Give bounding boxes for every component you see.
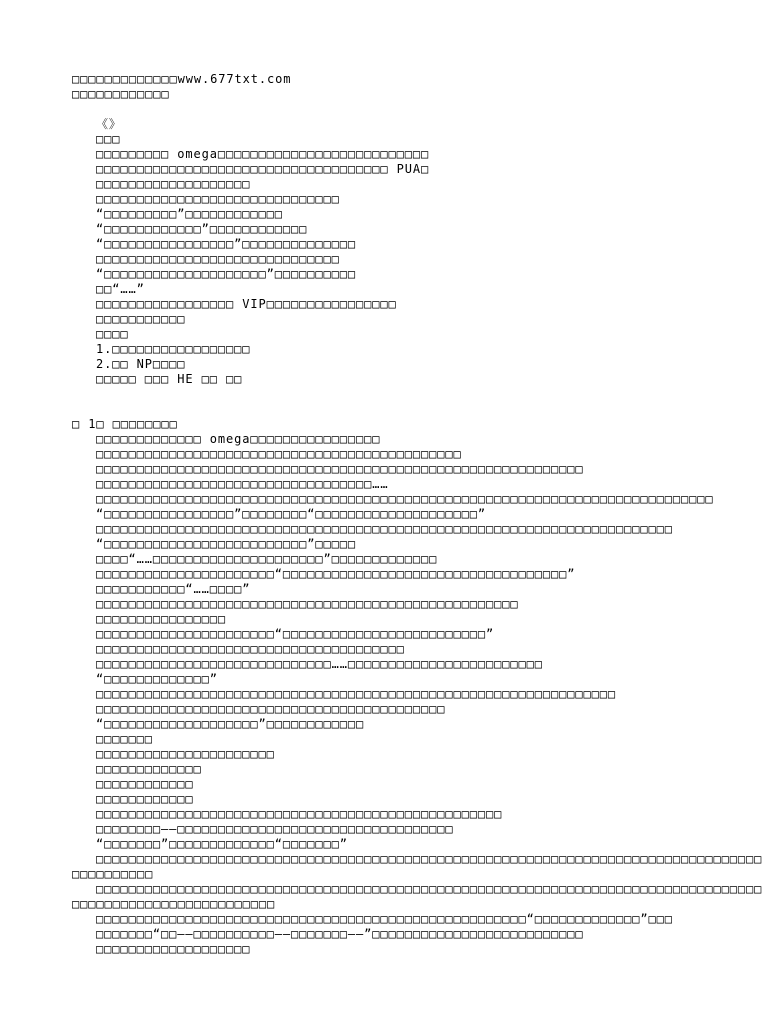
intro-section <box>72 117 712 387</box>
paragraph-line: □□□□□□□□□□□□□□□□□□□□□□“□□□□□□□□□□□□□□□□□□□□□□□□□” <box>96 627 495 641</box>
paragraph-line: □□□□□□□□□□□□□□□□□□□□□□□□□□□□□□□□□□□□□□□□□□□□□□□□□□□□□□□□□□□□□□□□□□□□□□□□□□□□□□□□□□ <box>96 852 763 866</box>
paragraph-line: □□□□□□□□□□□□□□□□□□□□□□□□□□□□□……□□□□□□□□□□□□□□□□□□□□□□□□ <box>96 657 543 671</box>
paragraph-line: □□□□□□□□□□□□□□□□□□□□□□□□□□□□□□□□□□□□□□□□□□□□□□□□□□□□□□□□□□□□□□□□□□□□□□□□□□□□ <box>96 492 714 506</box>
paragraph-line: □□□□□□□□□□□□□ omega□□□□□□□□□□□□□□□□ <box>96 432 381 446</box>
paragraph-line: □□□□“……□□□□□□□□□□□□□□□□□□□□□”□□□□□□□□□□□□□ <box>96 552 438 566</box>
paragraph-line: □□□□□□□□□□□□□□□□□□□□□□□□□□□□□□□□□□□□□□□□□□□□□□□□□□□□ <box>96 597 519 611</box>
intro-line: □□□□□□□□□ omega□□□□□□□□□□□□□□□□□□□□□□□□□□ <box>96 147 430 161</box>
paragraph-line: □□□□□□□□□□□□□□□□□□□□□□ <box>96 747 275 761</box>
chapter-title: □ 1□ □□□□□□□□ <box>72 417 178 431</box>
intro-line: 《》 <box>96 117 122 131</box>
spacer <box>72 102 712 117</box>
header-subline: □□□□□□□□□□□□ <box>72 87 170 101</box>
intro-line: “□□□□□□□□□□□□□□□□□□□□”□□□□□□□□□□ <box>96 267 356 281</box>
paragraph-line: □□□□□□□□□□□□□ <box>96 762 202 776</box>
paragraph-line: □□□□□□□□□□□□□□□□□□□□□□□□□□□□□□□□□□□□□□□□□□□□□□□□□□□□□□□□□□□□□□□□□□□□□□□□□□□□□□□□□□ <box>96 882 763 896</box>
paragraph-line: □□□□□□□□□□ <box>72 867 154 881</box>
paragraph-line: □□□□□□□□□□□□□□□□□□□□□□□□□□□□□□□□□□…… <box>96 477 389 491</box>
intro-line: “□□□□□□□□□□□□□□□□”□□□□□□□□□□□□□□ <box>96 237 356 251</box>
intro-line: □□□□□□□□□□□□□□□□□□□ <box>96 177 251 191</box>
paragraph-line: □□□□□□□□□□□□□□□□□□□□□□□□□□□□□□□□□□□□□□□□□□□□□□□□□□□□□□□□□□□□□□□□ <box>96 687 616 701</box>
paragraph-line: □□□□□□□□□□□□□□□□□□□□□□□□□□□□□□□□□□□□□□□□□□□□□□□□□□□□□□□□□□□□□□□□□□□□□□□ <box>96 522 673 536</box>
paragraph-line: □□□□□□□□□□□□□□□□□□□□□□□□□□□□□□□□□□□□□□□□□□□ <box>96 702 446 716</box>
paragraph-line: □□□□□□□□□□□□□□□□□□□□□□□□□□□□□□□□□□□□□□□□□□□□□□□□□□ <box>96 807 503 821</box>
spacer <box>72 387 712 417</box>
intro-line: □□□□□□□□□□□□□□□□□□□□□□□□□□□□□□□□□□□□ PUA□ <box>96 162 430 176</box>
intro-line: □□□ <box>96 132 121 146</box>
paragraph-line: □□□□□□□□□□□□□□□□□□□ <box>96 942 251 956</box>
paragraph-line: “□□□□□□□”□□□□□□□□□□□□□“□□□□□□□” <box>96 837 348 851</box>
paragraph-line: □□□□□□□□——□□□□□□□□□□□□□□□□□□□□□□□□□□□□□□□□□□ <box>96 822 454 836</box>
intro-line: □□□□□□□□□□□□□□□□□□□□□□□□□□□□□□ <box>96 252 340 266</box>
paragraph-line: □□□□□□□□□□□□□□□□□□□□□□□□□□□□□□□□□□□□□□ <box>96 642 405 656</box>
paragraph-line: “□□□□□□□□□□□□□□□□”□□□□□□□□“□□□□□□□□□□□□□□□□□□□□” <box>96 507 486 521</box>
paragraph-line: □□□□□□□□□□□“……□□□□” <box>96 582 251 596</box>
paragraph-line: □□□□□□□□□□□□□□□□□□□□□□“□□□□□□□□□□□□□□□□□□□□□□□□□□□□□□□□□□□” <box>96 567 576 581</box>
intro-line: □□□□□□□□□□□□□□□□□ VIP□□□□□□□□□□□□□□□□ <box>96 297 397 311</box>
intro-line: □□□□□□□□□□□□□□□□□□□□□□□□□□□□□□ <box>96 192 340 206</box>
paragraph-line: “□□□□□□□□□□□□□” <box>96 672 218 686</box>
paragraph-line: □□□□□□□□□□□□□□□□ <box>96 612 226 626</box>
source-url-line: □□□□□□□□□□□□□www.677txt.com <box>72 72 292 86</box>
intro-line: □□□□ <box>96 327 129 341</box>
paragraph-line: □□□□□□□□□□□□ <box>96 792 194 806</box>
paragraph-line: □□□□□□□□□□□□□□□□□□□□□□□□□□□□□□□□□□□□□□□□□□□□□ <box>96 447 462 461</box>
paragraph-line: “□□□□□□□□□□□□□□□□□□□□□□□□□”□□□□□ <box>96 537 356 551</box>
intro-line: 1.□□□□□□□□□□□□□□□□□ <box>96 342 251 356</box>
intro-line: □□□□□ □□□ HE □□ □□ <box>96 372 243 386</box>
paragraph-line: □□□□□□□□□□□□□□□□□□□□□□□□□□□□□□□□□□□□□□□□□□□□□□□□□□□□□□□□□□□□ <box>96 462 584 476</box>
paragraph-line: “□□□□□□□□□□□□□□□□□□□”□□□□□□□□□□□□ <box>96 717 365 731</box>
paragraph-line: □□□□□□□□□□□□□□□□□□□□□□□□□ <box>72 897 276 911</box>
chapter-body <box>72 432 763 957</box>
intro-line: □□“……” <box>96 282 145 296</box>
paragraph-line: □□□□□□□“□□——□□□□□□□□□□——□□□□□□□——”□□□□□□□□□□□□□□□□□□□□□□□□□□ <box>96 927 584 941</box>
intro-line: 2.□□ NP□□□□ <box>96 357 186 371</box>
paragraph-line: □□□□□□□ <box>96 732 153 746</box>
paragraph-line: □□□□□□□□□□□□□□□□□□□□□□□□□□□□□□□□□□□□□□□□□□□□□□□□□□□□□“□□□□□□□□□□□□□”□□□ <box>96 912 673 926</box>
intro-line: □□□□□□□□□□□ <box>96 312 186 326</box>
document-page <box>72 72 763 957</box>
paragraph-line: □□□□□□□□□□□□ <box>96 777 194 791</box>
intro-line: “□□□□□□□□□□□□”□□□□□□□□□□□□ <box>96 222 308 236</box>
intro-line: “□□□□□□□□□”□□□□□□□□□□□□ <box>96 207 283 221</box>
